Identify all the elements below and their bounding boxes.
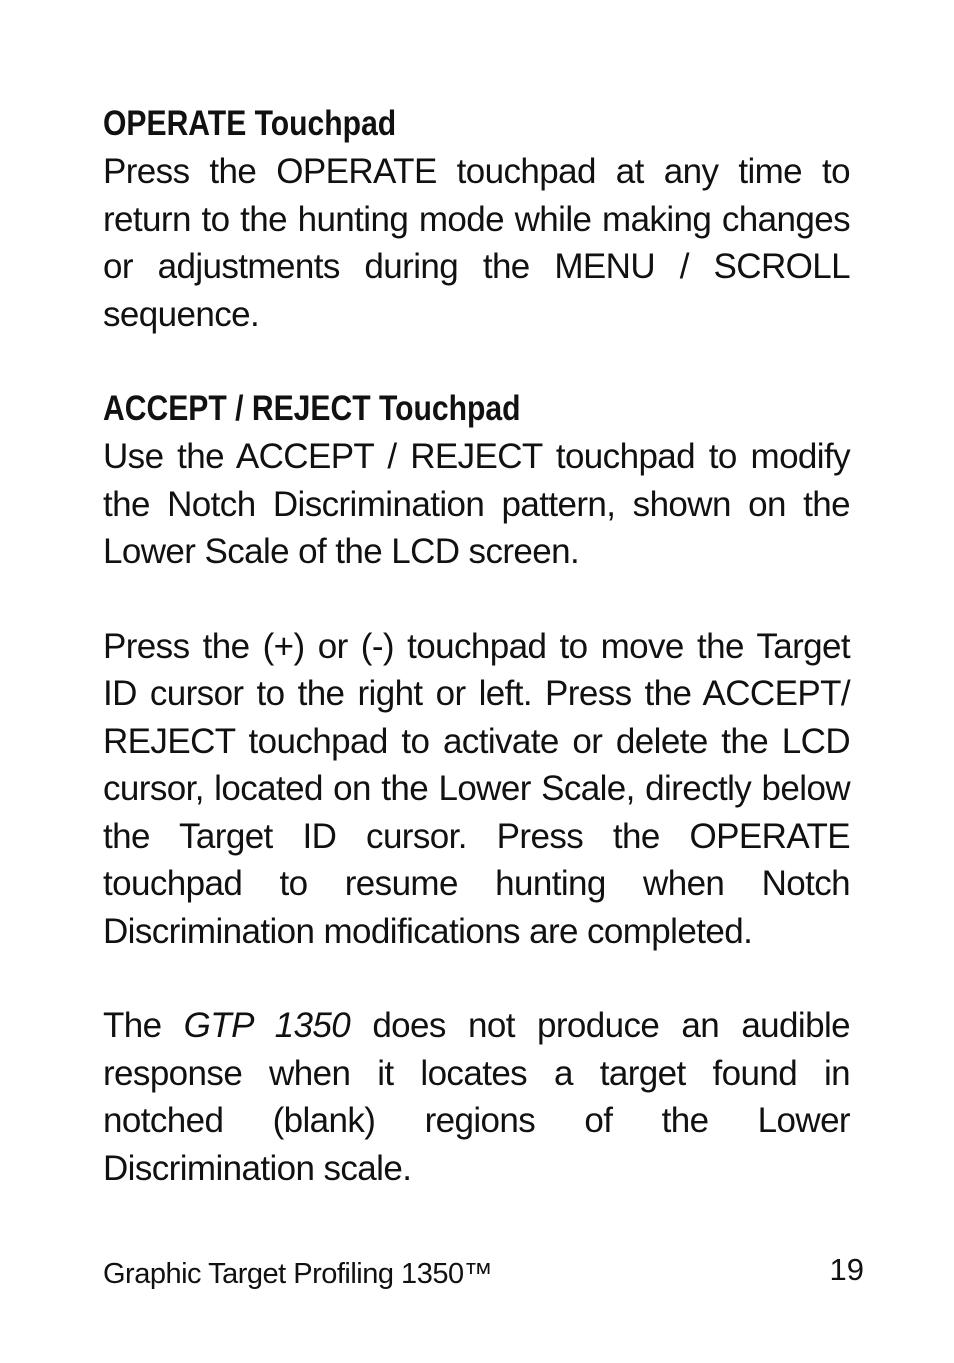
- operate-section: [103, 100, 850, 338]
- paragraph4-prefix: The: [103, 1006, 184, 1045]
- page-content: [103, 100, 850, 1192]
- operate-body: Press the OPERATE touchpad at any time to return to the hunting mode while making changes or adjustments during the MENU / SCROLL sequence.: [103, 152, 850, 334]
- paragraph4-suffix: does not produce an audible response when it locates a target found in notched (blank) regions of the Lower Discrimination scale.: [103, 1006, 850, 1188]
- footer-title: Graphic Target Profiling 1350™: [103, 1258, 493, 1290]
- product-name: GTP 1350: [183, 1006, 351, 1045]
- operate-heading: OPERATE Touchpad: [103, 104, 397, 143]
- cursor-instructions-paragraph: Press the (+) or (-) touchpad to move the Target ID cursor to the right or left. Press the ACCEPT/ REJECT touchpad to activate or delete the LCD cursor, located on the Lower Scale, directly below the Target ID cursor. Press the OPERATE touchpad to resume hunting when Notch Discrimination modifications are completed.: [103, 626, 850, 951]
- accept-reject-section: [103, 385, 850, 576]
- accept-reject-body: Use the ACCEPT / REJECT touchpad to modify the Notch Discrimination pattern, shown on the Lower Scale of the LCD screen.: [103, 437, 850, 571]
- accept-reject-heading: ACCEPT / REJECT Touchpad: [103, 389, 521, 428]
- audible-response-paragraph: [103, 1002, 850, 1192]
- page-number: 19: [829, 1252, 864, 1287]
